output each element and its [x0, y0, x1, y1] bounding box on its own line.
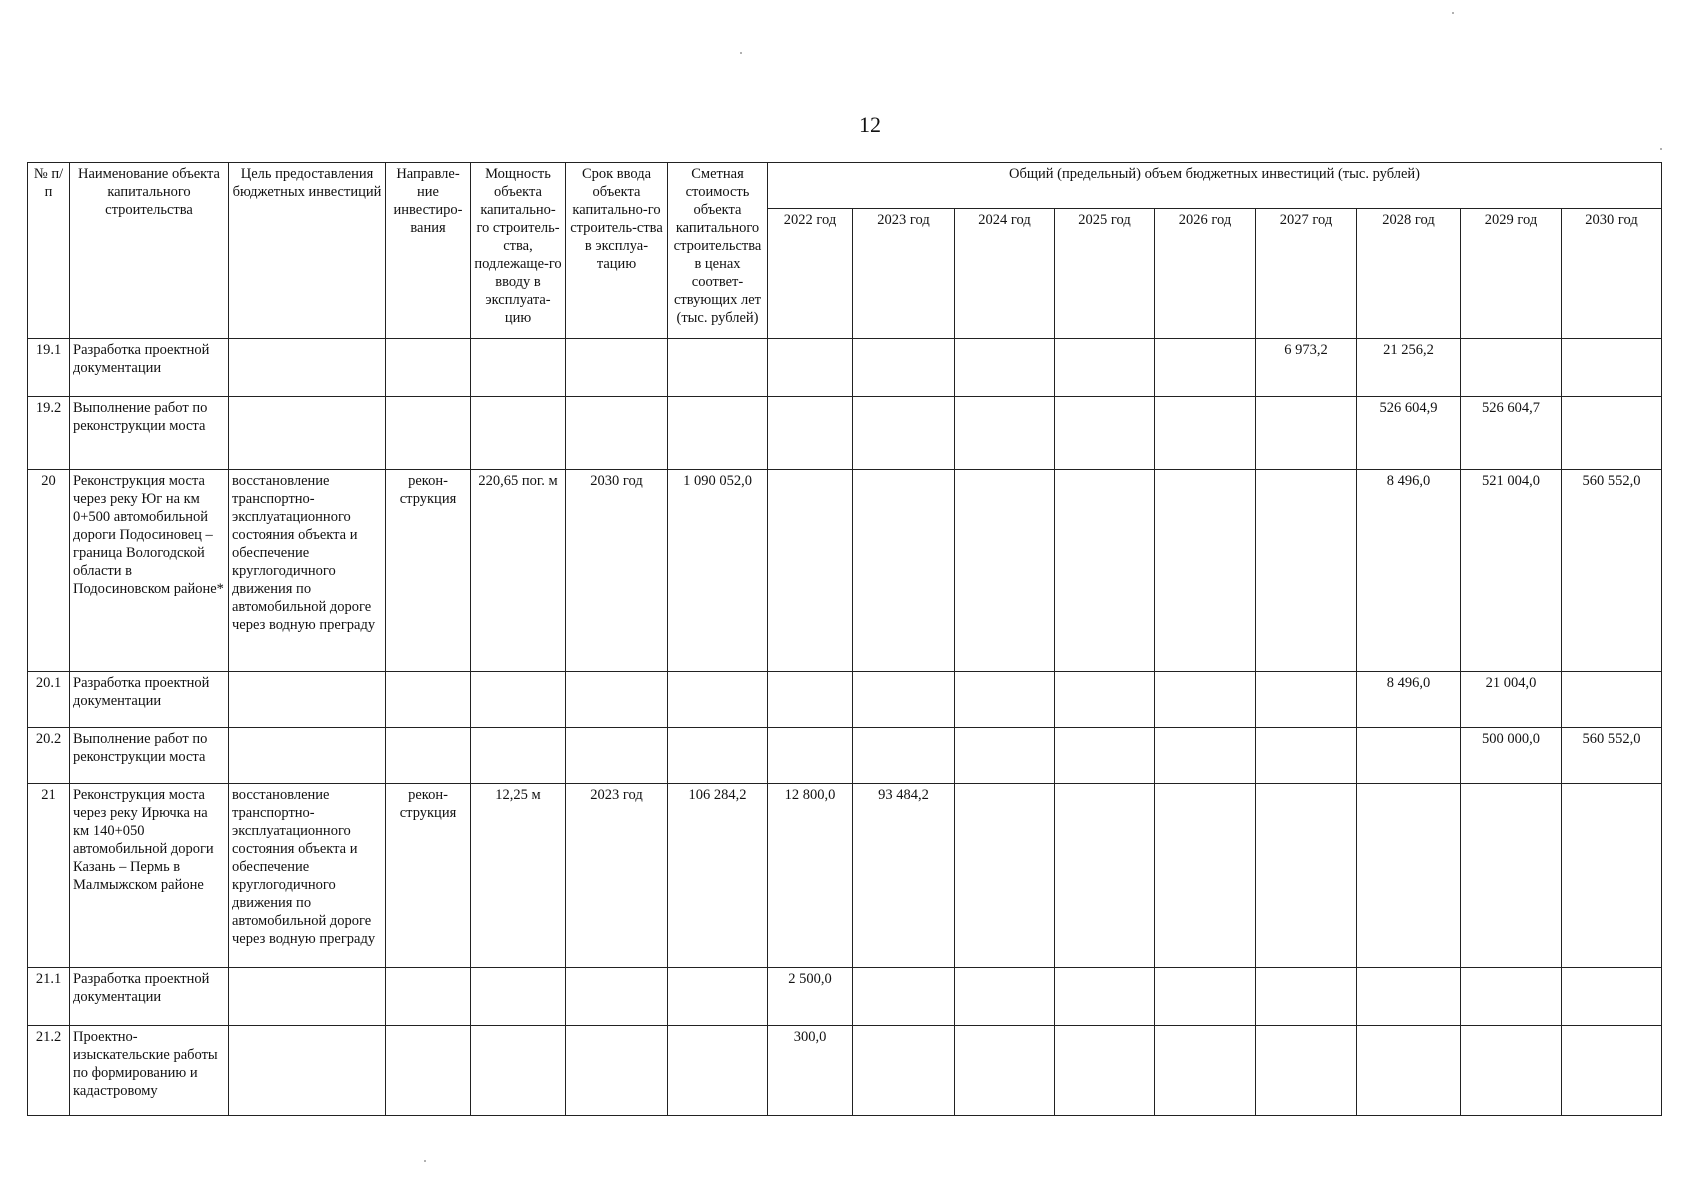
cell-year	[853, 339, 955, 397]
cell-name: Выполнение работ по реконструкции моста	[70, 397, 229, 470]
cell-year: 560 552,0	[1562, 470, 1662, 672]
scan-speck	[1660, 148, 1662, 150]
cell-year	[1055, 784, 1155, 968]
cell-year	[1155, 672, 1256, 728]
cell-year	[1055, 339, 1155, 397]
cell-year	[1055, 397, 1155, 470]
header-cost: Сметная стоимость объекта капитального строительства в ценах соответ-ствующих лет (тыс. рублей)	[668, 163, 768, 339]
cell-year: 560 552,0	[1562, 728, 1662, 784]
cell-year	[1155, 470, 1256, 672]
header-year: 2023 год	[853, 209, 955, 339]
cell-year	[955, 339, 1055, 397]
cell-year	[1461, 784, 1562, 968]
table-row	[28, 728, 1662, 784]
scan-speck	[740, 52, 742, 54]
table-row	[28, 470, 1662, 672]
cell-goal	[229, 968, 386, 1026]
cell-year	[955, 784, 1055, 968]
cell-goal: восстановление транспортно-эксплуатационного состояния объекта и обеспечение круглогодичного движения по автомобильной дороге через водную преграду	[229, 784, 386, 968]
cell-capacity	[471, 968, 566, 1026]
cell-year: 526 604,9	[1357, 397, 1461, 470]
cell-year	[955, 470, 1055, 672]
investment-table	[27, 162, 1662, 1116]
cell-term: 2030 год	[566, 470, 668, 672]
cell-year	[1256, 968, 1357, 1026]
cell-goal	[229, 728, 386, 784]
cell-year: 300,0	[768, 1026, 853, 1116]
cell-year	[1461, 968, 1562, 1026]
cell-year: 500 000,0	[1461, 728, 1562, 784]
cell-year	[853, 672, 955, 728]
cell-name: Разработка проектной документации	[70, 339, 229, 397]
header-direction: Направле-ние инвестиро-вания	[386, 163, 471, 339]
cell-year	[1562, 1026, 1662, 1116]
cell-term	[566, 968, 668, 1026]
cell-direction: рекон-струкция	[386, 470, 471, 672]
cell-year	[853, 968, 955, 1026]
cell-year	[768, 672, 853, 728]
cell-capacity	[471, 1026, 566, 1116]
cell-year	[1461, 1026, 1562, 1116]
header-year: 2028 год	[1357, 209, 1461, 339]
cell-year	[1055, 672, 1155, 728]
header-year: 2025 год	[1055, 209, 1155, 339]
cell-direction	[386, 728, 471, 784]
header-year: 2024 год	[955, 209, 1055, 339]
cell-no: 21	[28, 784, 70, 968]
cell-year	[1155, 728, 1256, 784]
cell-year: 21 004,0	[1461, 672, 1562, 728]
cell-year	[1256, 397, 1357, 470]
cell-year	[1155, 968, 1256, 1026]
cell-no: 19.2	[28, 397, 70, 470]
cell-direction	[386, 672, 471, 728]
cell-name: Разработка проектной документации	[70, 968, 229, 1026]
cell-goal	[229, 1026, 386, 1116]
table-row	[28, 672, 1662, 728]
cell-year	[1357, 728, 1461, 784]
cell-goal	[229, 339, 386, 397]
cell-cost	[668, 728, 768, 784]
cell-cost	[668, 968, 768, 1026]
cell-year: 521 004,0	[1461, 470, 1562, 672]
cell-year	[1256, 470, 1357, 672]
cell-capacity	[471, 397, 566, 470]
cell-term	[566, 1026, 668, 1116]
header-goal: Цель предоставления бюджетных инвестиций	[229, 163, 386, 339]
cell-year	[1357, 784, 1461, 968]
cell-year	[1562, 397, 1662, 470]
cell-direction	[386, 1026, 471, 1116]
cell-goal	[229, 672, 386, 728]
cell-year: 93 484,2	[853, 784, 955, 968]
header-year: 2029 год	[1461, 209, 1562, 339]
cell-name: Выполнение работ по реконструкции моста	[70, 728, 229, 784]
cell-year	[1055, 728, 1155, 784]
header-total: Общий (предельный) объем бюджетных инвестиций (тыс. рублей)	[768, 163, 1662, 209]
cell-year	[1055, 1026, 1155, 1116]
cell-year	[1055, 470, 1155, 672]
cell-no: 20.2	[28, 728, 70, 784]
cell-direction	[386, 339, 471, 397]
cell-year	[853, 470, 955, 672]
header-name: Наименование объекта капитального строительства	[70, 163, 229, 339]
cell-year	[1256, 1026, 1357, 1116]
cell-year: 8 496,0	[1357, 470, 1461, 672]
cell-year	[1357, 968, 1461, 1026]
cell-year	[955, 728, 1055, 784]
cell-year: 6 973,2	[1256, 339, 1357, 397]
cell-year	[853, 1026, 955, 1116]
cell-goal: восстановление транспортно-эксплуатационного состояния объекта и обеспечение круглогодичного движения по автомобильной дороге через водную преграду	[229, 470, 386, 672]
cell-year: 12 800,0	[768, 784, 853, 968]
cell-year: 2 500,0	[768, 968, 853, 1026]
cell-year	[768, 470, 853, 672]
page-number: 12	[859, 112, 881, 137]
cell-year	[955, 672, 1055, 728]
table-row	[28, 784, 1662, 968]
header-term: Срок ввода объекта капитально-го строитель-ства в эксплуа-тацию	[566, 163, 668, 339]
cell-year	[1155, 397, 1256, 470]
table-row	[28, 968, 1662, 1026]
scan-speck	[424, 1160, 426, 1162]
cell-year	[1055, 968, 1155, 1026]
cell-cost	[668, 672, 768, 728]
cell-capacity: 12,25 м	[471, 784, 566, 968]
cell-cost	[668, 1026, 768, 1116]
cell-no: 21.2	[28, 1026, 70, 1116]
header-year: 2030 год	[1562, 209, 1662, 339]
cell-direction	[386, 968, 471, 1026]
cell-year	[768, 397, 853, 470]
cell-year	[768, 339, 853, 397]
cell-goal	[229, 397, 386, 470]
cell-year	[1461, 339, 1562, 397]
header-capacity: Мощность объекта капитально-го строитель-ства, подлежаще-го вводу в эксплуата-цию	[471, 163, 566, 339]
cell-term	[566, 672, 668, 728]
cell-year: 21 256,2	[1357, 339, 1461, 397]
cell-year	[1155, 1026, 1256, 1116]
cell-year	[853, 397, 955, 470]
cell-cost: 106 284,2	[668, 784, 768, 968]
cell-name: Реконструкция моста через реку Ирючка на км 140+050 автомобильной дороги Казань – Пермь в Малмыжском районе	[70, 784, 229, 968]
cell-term	[566, 339, 668, 397]
cell-capacity	[471, 339, 566, 397]
cell-year	[1256, 784, 1357, 968]
cell-year	[1562, 339, 1662, 397]
cell-year	[1562, 784, 1662, 968]
cell-name: Реконструкция моста через реку Юг на км 0+500 автомобильной дороги Подосиновец – граница Вологодской области в Подосиновском районе*	[70, 470, 229, 672]
cell-capacity	[471, 728, 566, 784]
cell-year	[853, 728, 955, 784]
header-no: № п/п	[28, 163, 70, 339]
cell-term: 2023 год	[566, 784, 668, 968]
cell-year	[955, 1026, 1055, 1116]
cell-year	[1155, 339, 1256, 397]
cell-year	[1357, 1026, 1461, 1116]
cell-year	[955, 397, 1055, 470]
cell-no: 20	[28, 470, 70, 672]
table-row	[28, 397, 1662, 470]
table-row	[28, 339, 1662, 397]
header-year: 2027 год	[1256, 209, 1357, 339]
cell-year	[1562, 672, 1662, 728]
header-year: 2026 год	[1155, 209, 1256, 339]
cell-direction	[386, 397, 471, 470]
cell-cost	[668, 397, 768, 470]
cell-year	[1256, 728, 1357, 784]
cell-year: 8 496,0	[1357, 672, 1461, 728]
cell-year	[1256, 672, 1357, 728]
scan-speck	[1452, 12, 1454, 14]
cell-no: 20.1	[28, 672, 70, 728]
cell-cost	[668, 339, 768, 397]
cell-name: Проектно-изыскательские работы по формированию и кадастровому	[70, 1026, 229, 1116]
cell-no: 19.1	[28, 339, 70, 397]
table-row	[28, 1026, 1662, 1116]
cell-direction: рекон-струкция	[386, 784, 471, 968]
cell-capacity: 220,65 пог. м	[471, 470, 566, 672]
header-year: 2022 год	[768, 209, 853, 339]
cell-term	[566, 728, 668, 784]
cell-cost: 1 090 052,0	[668, 470, 768, 672]
cell-term	[566, 397, 668, 470]
cell-year: 526 604,7	[1461, 397, 1562, 470]
cell-year	[1562, 968, 1662, 1026]
cell-name: Разработка проектной документации	[70, 672, 229, 728]
cell-year	[768, 728, 853, 784]
cell-year	[955, 968, 1055, 1026]
cell-no: 21.1	[28, 968, 70, 1026]
cell-year	[1155, 784, 1256, 968]
cell-capacity	[471, 672, 566, 728]
